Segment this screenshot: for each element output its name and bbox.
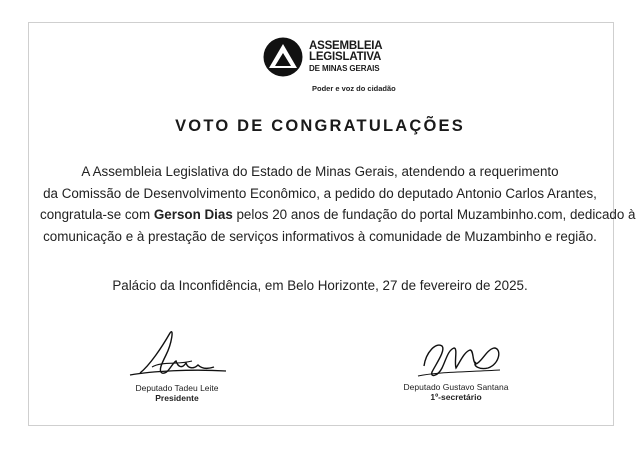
body-line-1: A Assembleia Legislativa do Estado de Minas Gerais, atendendo a requerimento	[81, 164, 559, 179]
logo-tagline: Poder e voz do cidadão	[312, 84, 396, 93]
honoree-name: Gerson Dias	[153, 207, 233, 222]
logo-line-2: LEGISLATIVA	[309, 50, 382, 63]
logo-text	[309, 41, 382, 74]
signature-scribble-icon	[396, 332, 516, 382]
signatory-role-president: Presidente	[155, 393, 199, 403]
signatory-role-secretary: 1º-secretário	[430, 392, 482, 402]
body-line-3-start: congratula-se com	[40, 207, 154, 222]
body-line-3	[40, 204, 636, 226]
signature-block-president	[112, 325, 242, 403]
signatory-name-secretary: Deputado Gustavo Santana	[403, 382, 509, 392]
place-date: Palácio da Inconfidência, em Belo Horizonte, 27 de fevereiro de 2025.	[112, 278, 528, 293]
body-line-2: da Comissão de Desenvolvimento Econômico, a pedido do deputado Antonio Carlos Arantes,	[43, 185, 597, 201]
signatory-name-president: Deputado Tadeu Leite	[135, 383, 219, 393]
triangle-emblem-icon	[262, 37, 304, 77]
document-title: VOTO DE CONGRATULAÇÕES	[175, 117, 465, 135]
body-line-3-end: pelos 20 anos de fundação do portal Muzambinho.com, dedicado à	[232, 207, 636, 222]
logo-line-3: DE MINAS GERAIS	[309, 63, 380, 73]
logo-line-1: ASSEMBLEIA	[309, 39, 383, 52]
signature-scribble-icon	[122, 325, 232, 383]
signature-block-secretary	[386, 332, 526, 402]
body-text	[40, 161, 636, 247]
body-line-4: comunicação e à prestação de serviços informativos à comunidade de Muzambinho e região.	[43, 228, 597, 244]
alemg-logo	[262, 37, 382, 77]
